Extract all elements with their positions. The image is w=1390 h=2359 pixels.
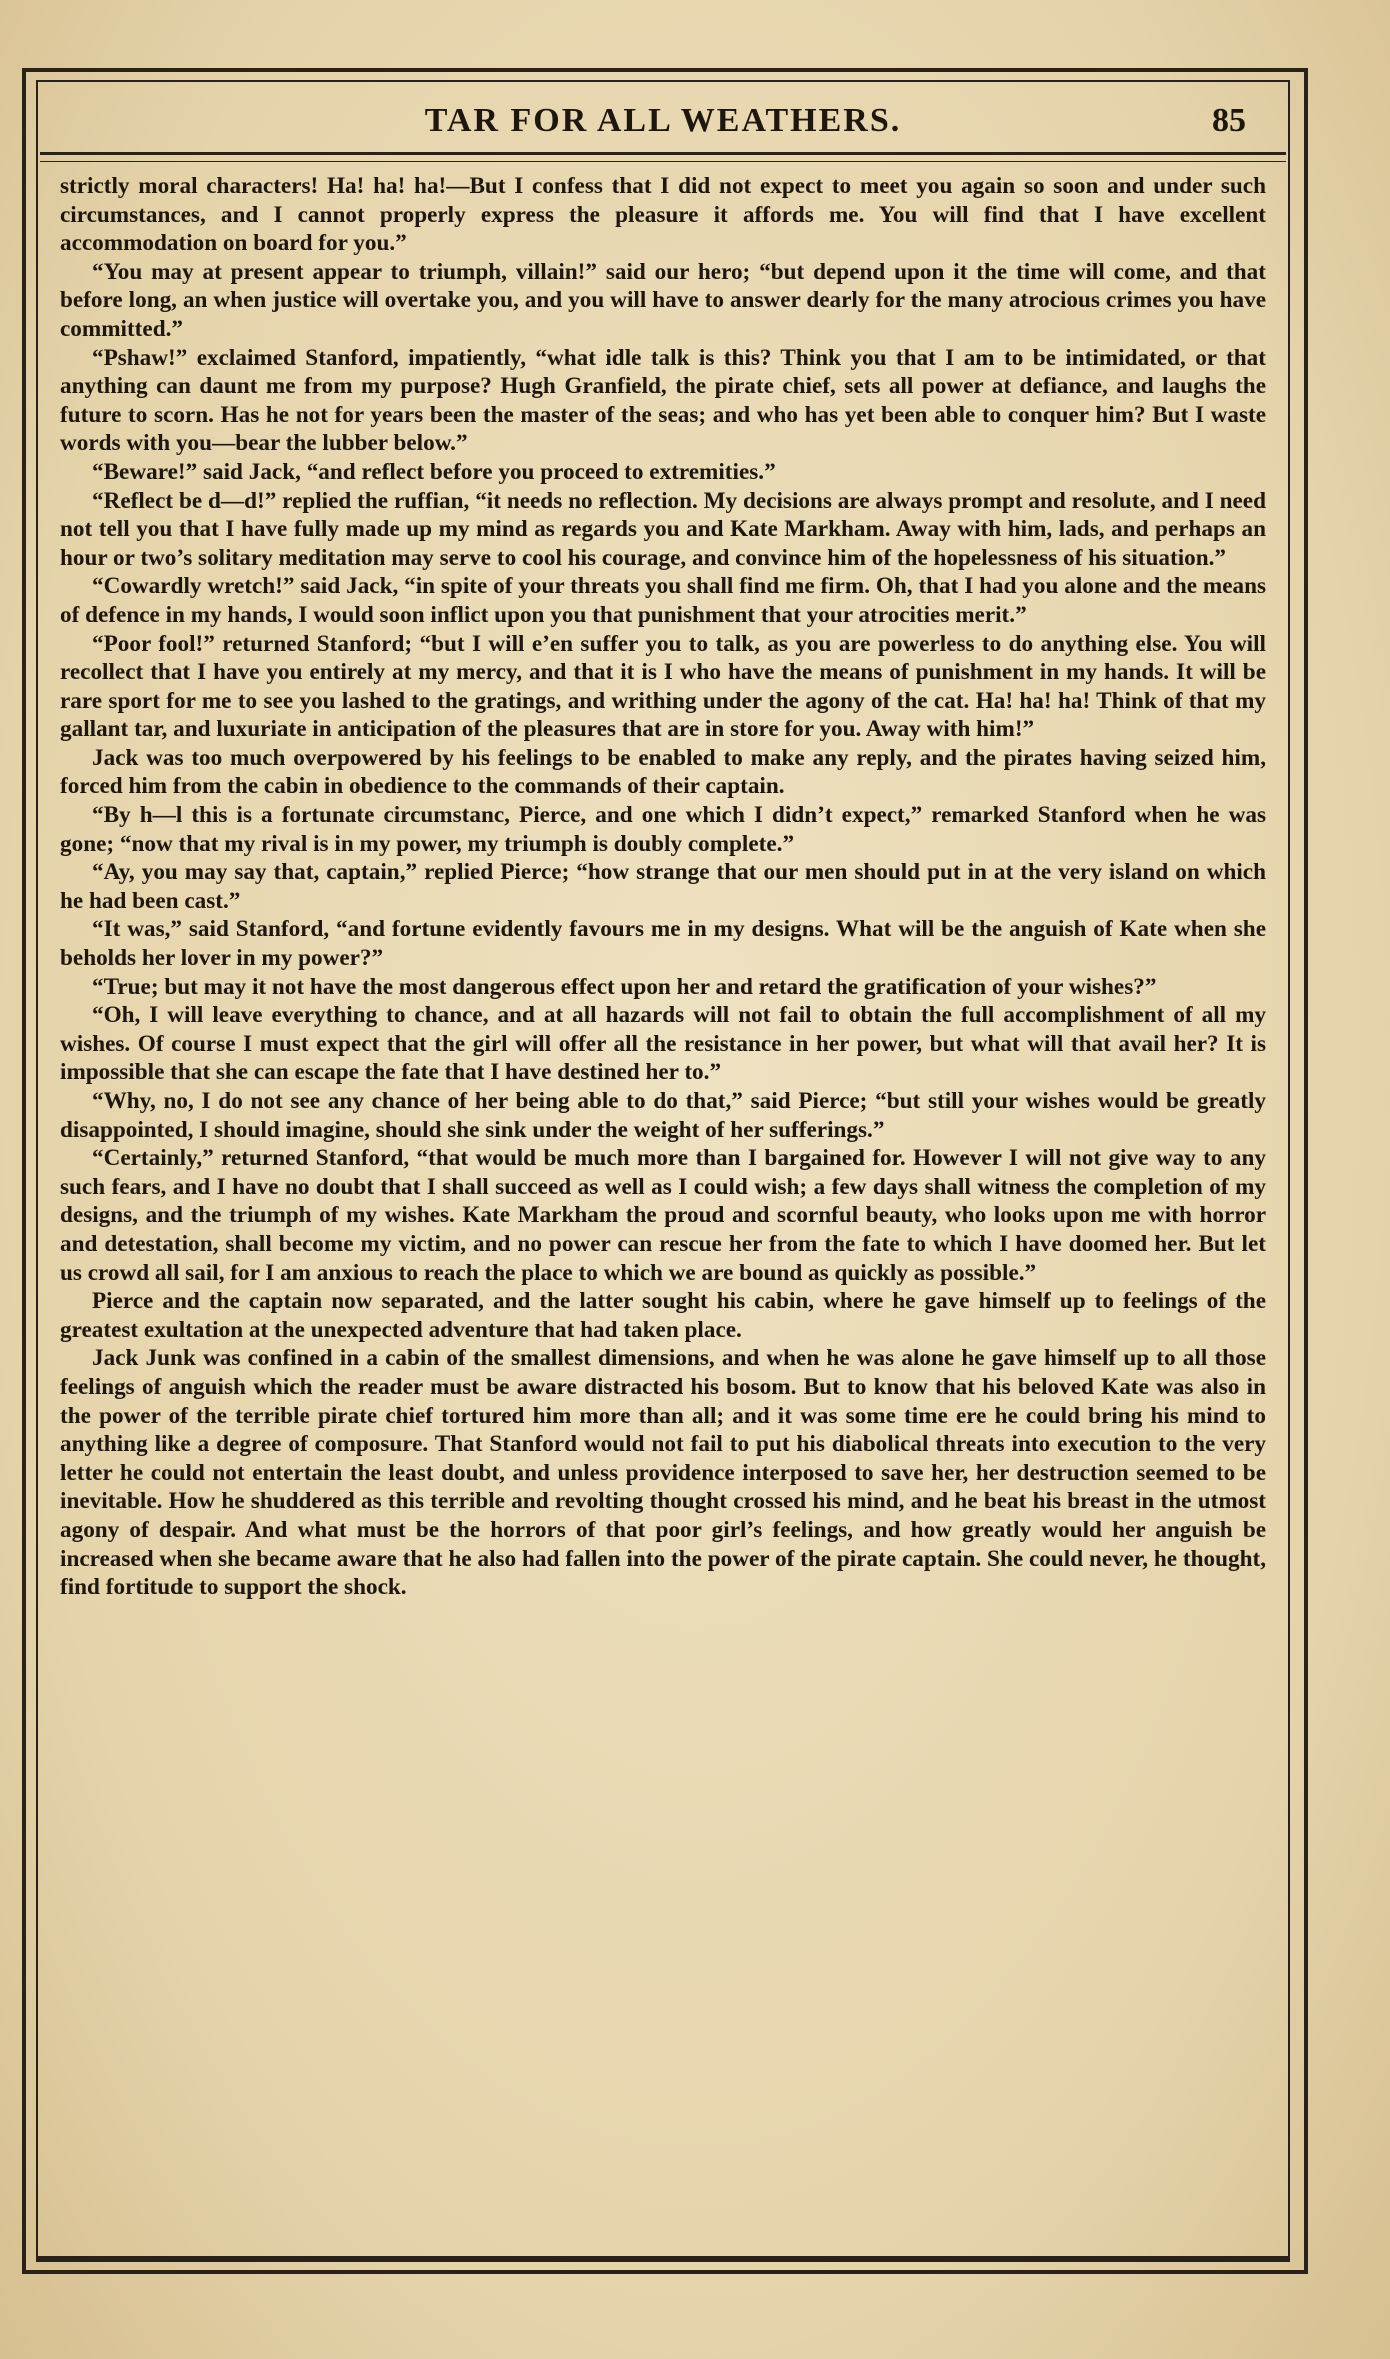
paragraph: “Oh, I will leave everything to chance, and at all hazards will not fail to obtain the full accomplishment of all my wishes. Of course I must expect that the girl will offer all the resistance in her power, but what will that avail her? It is impossible that she can escape the fate that I have destined her to.” xyxy=(60,1002,1266,1086)
page-header xyxy=(40,96,1286,156)
paragraph: “You may at present appear to triumph, villain!” said our hero; “but depend upon it the time will come, and that before long, an when justice will overtake you, and you will have to answer dearly for the many atrocious crimes you have committed.” xyxy=(60,258,1266,342)
paragraph: “Why, no, I do not see any chance of her being able to do that,” said Pierce; “but still your wishes would be greatly disappointed, I should imagine, should she sink under the weight of her sufferings.” xyxy=(60,1088,1266,1143)
paragraph: Jack was too much overpowered by his feelings to be enabled to make any reply, and the pirates having seized him, forced him from the cabin in obedience to the commands of their captain. xyxy=(60,744,1266,800)
paragraph: Pierce and the captain now separated, and the latter sought his cabin, where he gave himself up to feelings of the greatest exultation at the unexpected adventure that had taken place. xyxy=(60,1288,1266,1343)
paragraph: “It was,” said Stanford, “and fortune evidently favours me in my designs. What will be the anguish of Kate when she beholds her lover in my power?” xyxy=(60,916,1266,972)
paragraph: “Ay, you may say that, captain,” replied Pierce; “how strange that our men should put in at the very island on which he had been cast.” xyxy=(60,859,1266,914)
paragraph: strictly moral characters! Ha! ha! ha!—But I confess that I did not expect to meet you again so soon and under such circumstances, and I cannot properly express the pleasure it affords me. You will find that I have excellent accommodation on board for you.” xyxy=(60,173,1266,257)
paragraph: Jack Junk was confined in a cabin of the smallest dimensions, and when he was alone he gave himself up to all those feelings of anguish which the reader must be aware distracted his bosom. But to know that his beloved Kate was also in the power of the terrible pirate chief tortured him more than all; and it was some time ere he could bring his mind to anything like a degree of composure. That Stanford would not fail to put his diabolical threats into execution to the very letter he could not entertain the least doubt, and unless providence interposed to save her, her destruction seemed to be inevitable. How he shuddered as this terrible and revolting thought crossed his mind, and he beat his breast in the utmost agony of despair. And what must be the horrors of that poor girl’s feelings, and how greatly would her anguish be increased when she became aware that he also had fallen into the power of the pirate captain. She could never, he thought, find fortitude to support the shock. xyxy=(60,1345,1266,1601)
paragraph: “True; but may it not have the most dangerous effect upon her and retard the gratification of your wishes?” xyxy=(92,973,1157,1000)
running-title: TAR FOR ALL WEATHERS. xyxy=(424,102,902,139)
body-text xyxy=(60,172,1266,1602)
footer-rule xyxy=(36,2258,1290,2272)
paragraph: “Reflect be d—d!” replied the ruffian, “it needs no reflection. My decisions are always prompt and resolute, and I need not tell you that I have fully made up my mind as regards you and Kate Markham. Away with him, lads, and perhaps an hour or two’s solitary meditation may serve to cool his courage, and convince him of the hopelessness of his situation.” xyxy=(60,487,1266,571)
page-number: 85 xyxy=(1212,102,1246,139)
paragraph: “Pshaw!” exclaimed Stanford, impatiently, “what idle talk is this? Think you that I am to be intimidated, or that anything can daunt me from my purpose? Hugh Granfield, the pirate chief, sets all power at defiance, and laughs the future to scorn. Has he not for years been the master of the seas; and who has yet been able to conquer him? But I waste words with you—bear the lubber below.” xyxy=(60,344,1266,457)
paragraph: “Cowardly wretch!” said Jack, “in spite of your threats you shall find me firm. Oh, that I had you alone and the means of defence in my hands, I would soon inflict upon you that punishment that your atrocities merit.” xyxy=(60,573,1266,628)
paragraph: “Beware!” said Jack, “and reflect before you proceed to extremities.” xyxy=(92,458,776,485)
paragraph: “By h—l this is a fortunate circumstanc, Pierce, and one which I didn’t expect,” remarked Stanford when he was gone; “now that my rival is in my power, my triumph is doubly complete.” xyxy=(60,802,1266,857)
paragraph: “Certainly,” returned Stanford, “that would be much more than I bargained for. However I will not give way to any such fears, and I have no doubt that I shall succeed as well as I could wish; a few days shall witness the completion of my designs, and the triumph of my wishes. Kate Markham the proud and scornful beauty, who looks upon me with horror and detestation, shall become my victim, and no power can rescue her from the fate to which I have doomed her. But let us crowd all sail, for I am anxious to reach the place to which we are bound as quickly as possible.” xyxy=(60,1145,1266,1286)
paragraph: “Poor fool!” returned Stanford; “but I will e’en suffer you to talk, as you are powerless to do anything else. You will recollect that I have you entirely at my mercy, and that it is I who have the means of punishment in my hands. It will be rare sport for me to see you lashed to the gratings, and writhing under the agony of the cat. Ha! ha! ha! Think of that my gallant tar, and luxuriate in anticipation of the pleasures that are in store for you. Away with him!” xyxy=(60,630,1266,743)
header-rule xyxy=(40,152,1286,162)
